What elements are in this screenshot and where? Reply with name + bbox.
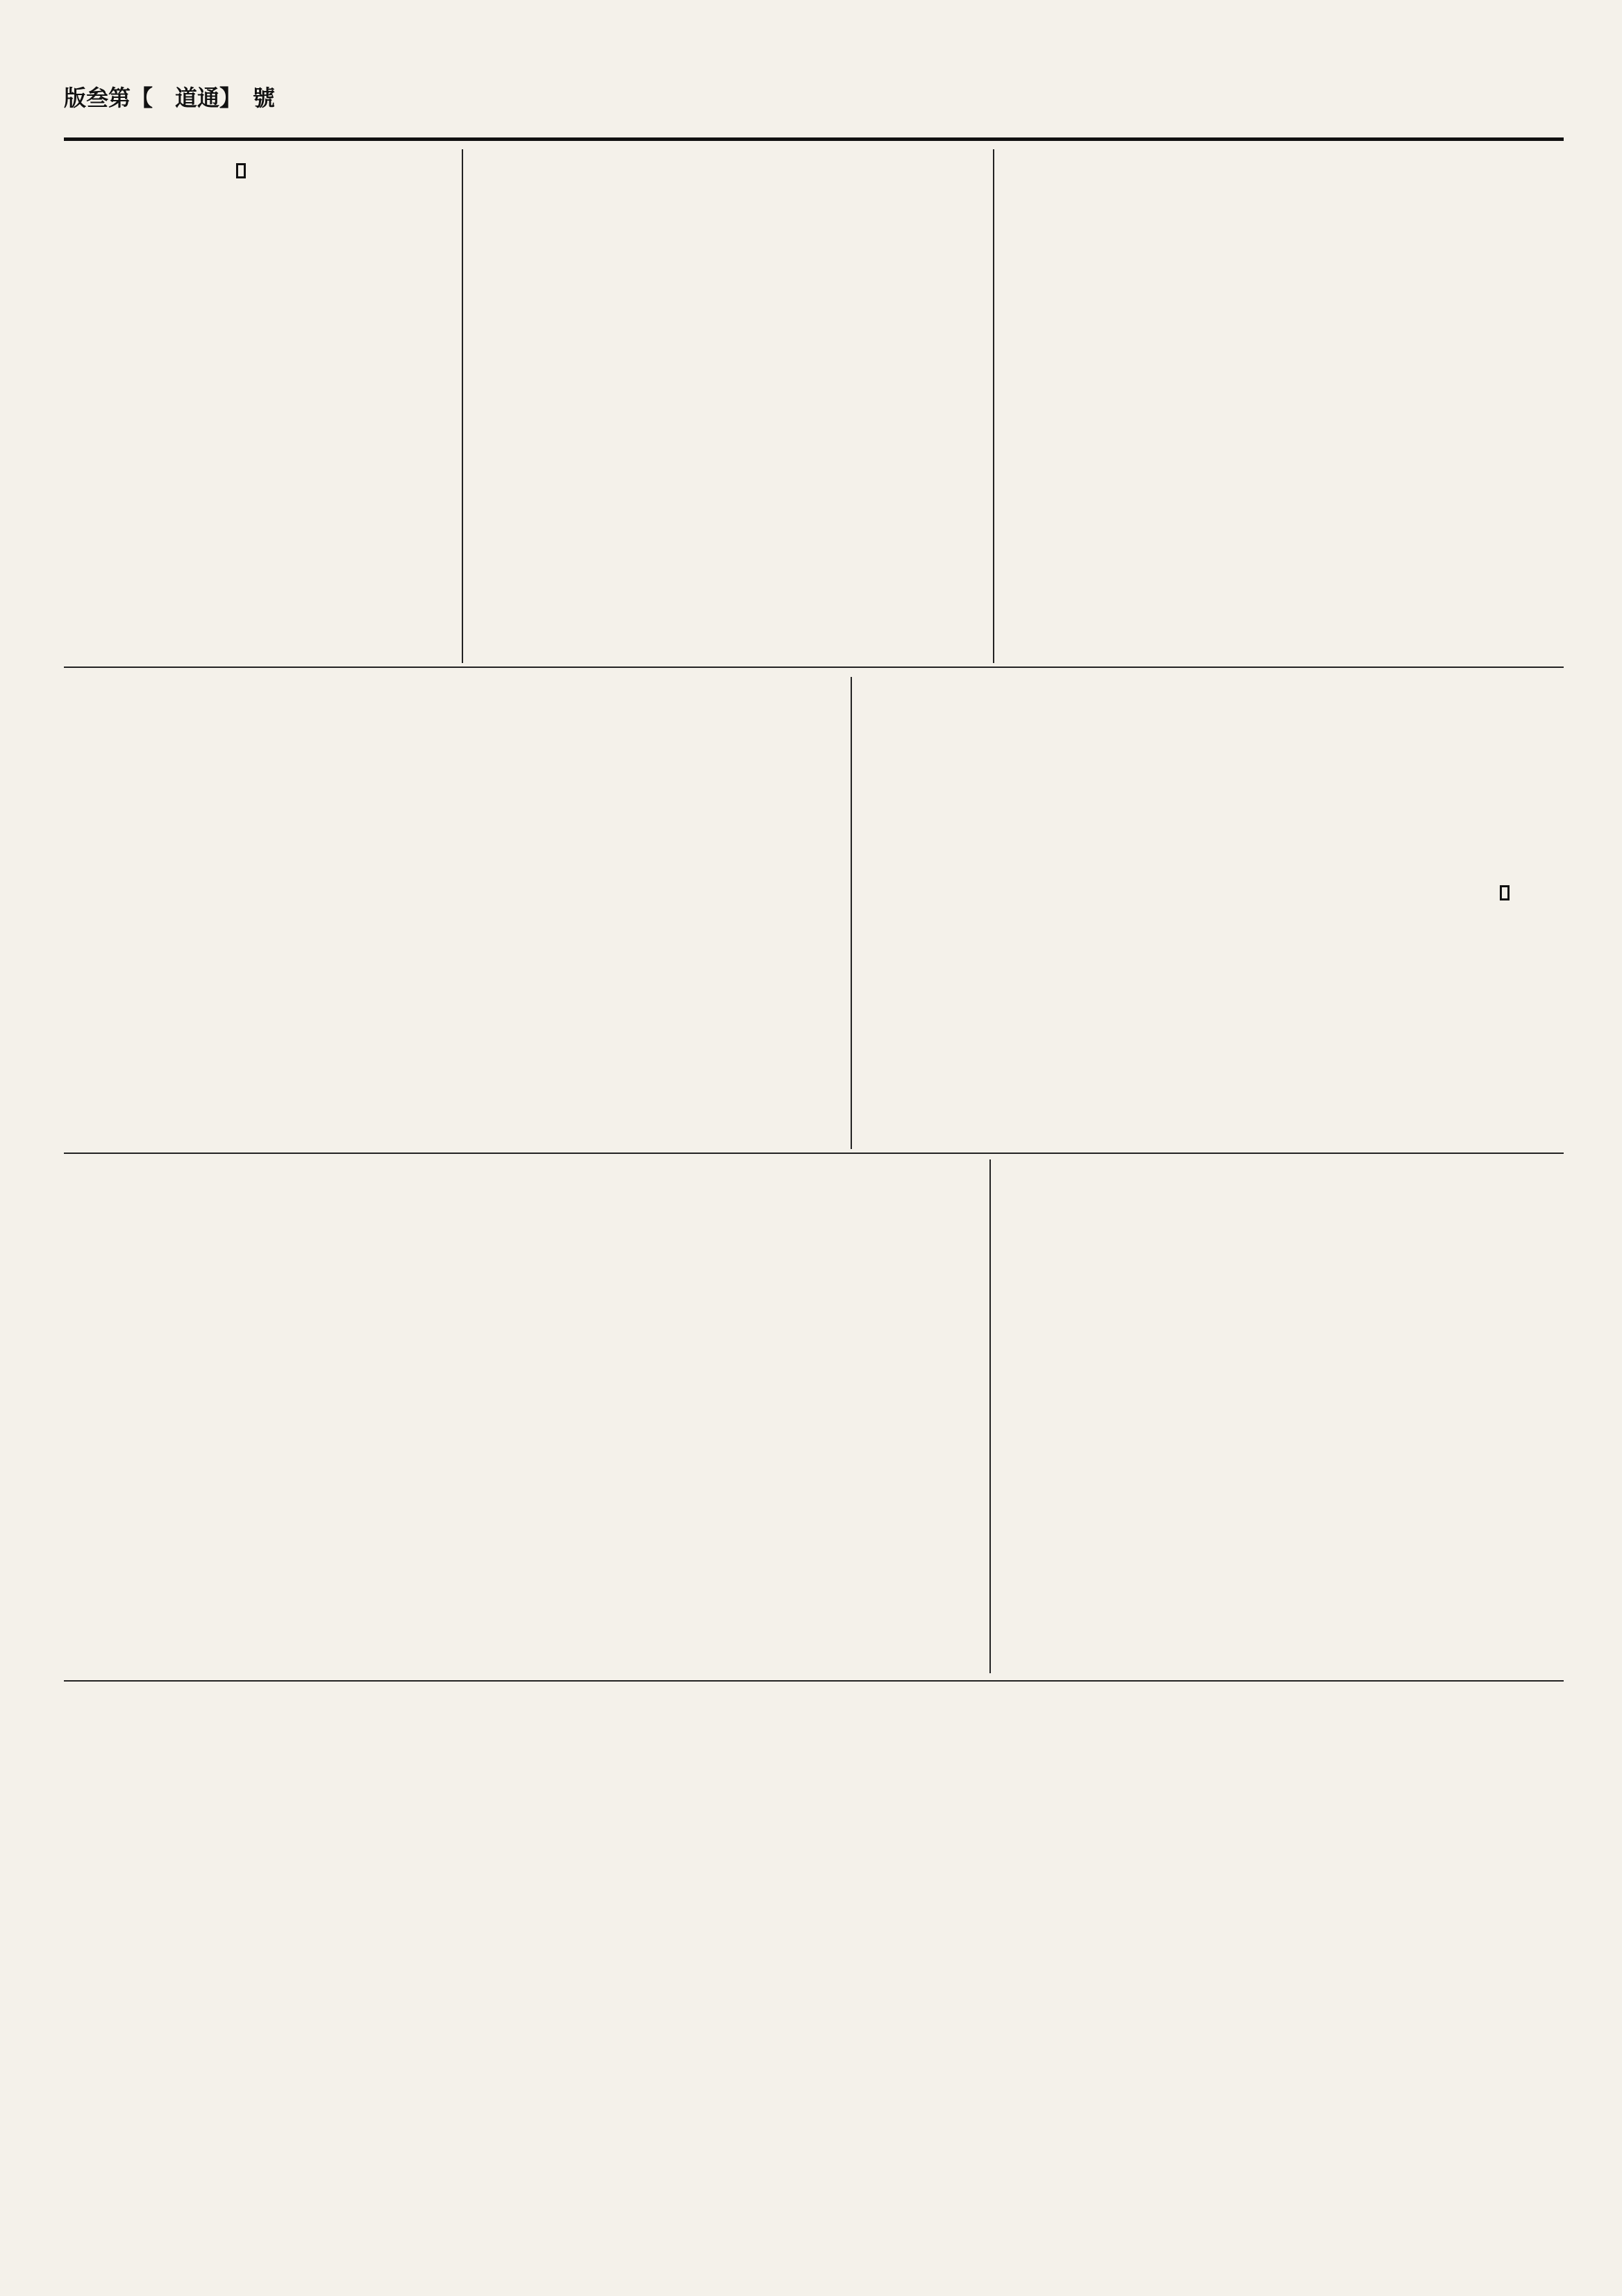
wuzhou-body-bottom xyxy=(861,979,1222,1146)
fengling-body xyxy=(67,684,268,1142)
divider-row-1 xyxy=(64,667,1564,668)
xiangtan-body xyxy=(67,1694,414,2236)
enemy-league-headline xyxy=(1500,885,1510,900)
left-top-body xyxy=(67,160,185,479)
divider-row-3 xyxy=(64,1680,1564,1682)
wuzhou-body-top xyxy=(861,684,1222,795)
bottom-right-body xyxy=(1180,1694,1562,2236)
masthead-rule xyxy=(64,137,1564,141)
committee-body xyxy=(694,1173,736,1659)
lianyun-body xyxy=(67,486,455,660)
britain-body xyxy=(472,160,764,660)
masthead xyxy=(64,53,1564,135)
refugee-body xyxy=(67,1166,233,1666)
committee-telegram-body xyxy=(625,1694,736,2236)
enemy-league-body xyxy=(1236,684,1451,1142)
divider-col-d xyxy=(989,1159,991,1673)
intl-labour-body xyxy=(486,684,694,996)
divider-col-b xyxy=(462,149,463,663)
anti-japan-org-body-2 xyxy=(389,1416,597,1666)
divider-col-c xyxy=(851,677,852,1149)
anti-japan-org-body xyxy=(486,1173,576,1402)
huangjun-headline xyxy=(236,163,246,178)
page-edition-label: 版叁第【 道通】 號 xyxy=(64,85,276,111)
lead-body xyxy=(1007,160,1298,653)
private-chapter-body xyxy=(903,1694,1083,2236)
divider-row-2 xyxy=(64,1153,1564,1154)
persist-body xyxy=(1000,1166,1389,1666)
divider-col-a xyxy=(993,149,994,663)
